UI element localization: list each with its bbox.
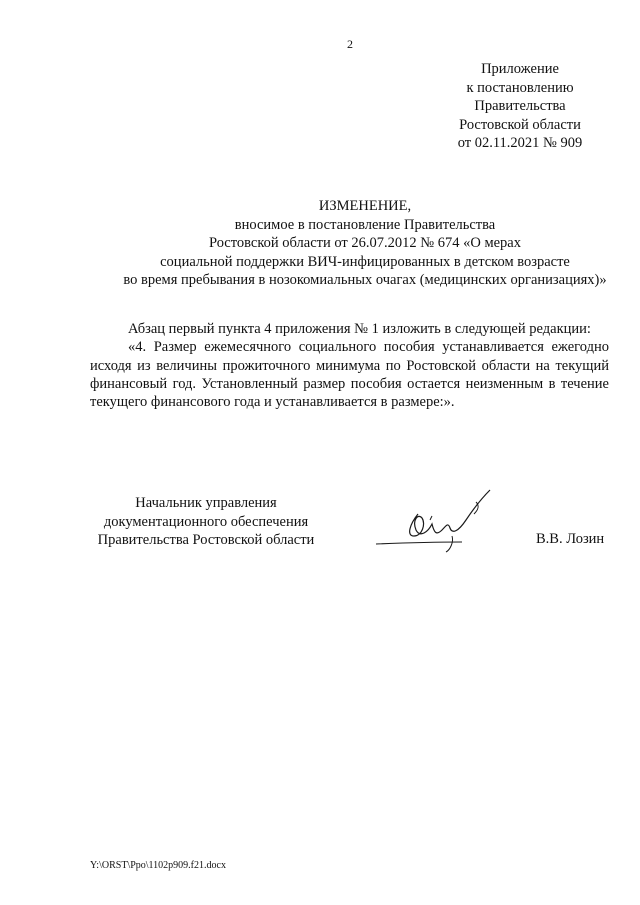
signatory-title-line: документационного обеспечения	[103, 513, 309, 530]
appendix-block	[440, 60, 600, 153]
body-paragraph: «4. Размер ежемесячного социального пособия устанавливается ежегодно исходя из величины прожиточного минимума по Ростовской области на текущий финансовый год. Установленный размер пособия остается неизменным в течение текущего финансового года и устанавливается в размере:».	[90, 339, 609, 411]
signatory-name: В.В. Лозин	[536, 531, 605, 547]
handwritten-signature	[370, 480, 520, 560]
signatory-title	[86, 494, 326, 550]
title-line: социальной поддержки ВИЧ-инфицированных в детском возрасте	[160, 253, 570, 270]
document-title	[65, 197, 640, 290]
signatory-title-line: Начальник управления	[135, 495, 277, 511]
title-line: во время пребывания в нозокомиальных очагах (медицинских организациях)»	[123, 272, 607, 288]
title-heading: ИЗМЕНЕНИЕ,	[318, 198, 412, 214]
signatory-title-line: Правительства Ростовской области	[97, 532, 315, 548]
body-paragraph: Абзац первый пункта 4 приложения № 1 изложить в следующей редакции:	[128, 321, 591, 337]
file-path: Y:\ORST\Ppo\1102p909.f21.docx	[90, 860, 226, 871]
title-line: вносимое в постановление Правительства	[234, 216, 496, 233]
page-number: 2	[347, 37, 353, 51]
title-line: Ростовской области от 26.07.2012 № 674 «О мерах	[208, 235, 521, 251]
appendix-line: Правительства	[474, 98, 566, 114]
appendix-line: к постановлению	[466, 79, 574, 96]
appendix-line: Приложение	[481, 61, 559, 77]
appendix-line: Ростовской области	[459, 116, 581, 133]
document-body	[90, 320, 609, 411]
appendix-line: от 02.11.2021 № 909	[457, 135, 583, 151]
